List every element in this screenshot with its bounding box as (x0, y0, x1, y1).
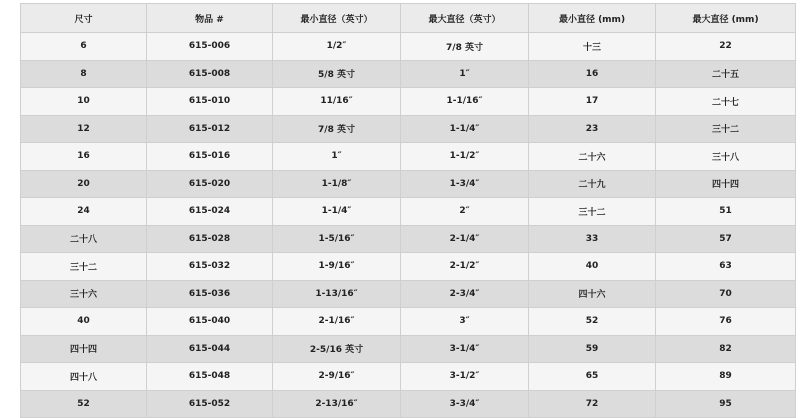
cell-min-diameter-in: 1-9/16″ (273, 253, 401, 281)
cell-max-diameter-in: 2-3/4″ (401, 280, 529, 308)
cell-size: 6 (21, 33, 147, 61)
cell-max-diameter-mm: 95 (656, 390, 796, 418)
table-row (21, 60, 796, 88)
cell-item-number: 615-044 (147, 335, 273, 363)
cell-min-diameter-mm: 17 (529, 88, 656, 116)
cell-min-diameter-in: 2-9/16″ (273, 363, 401, 391)
cell-max-diameter-mm: 63 (656, 253, 796, 281)
cell-item-number: 615-028 (147, 225, 273, 253)
header-min-diameter-in: 最小直径（英寸） (273, 4, 401, 33)
cell-min-diameter-mm: 十三 (529, 33, 656, 61)
cell-size: 四十四 (21, 335, 147, 363)
cell-max-diameter-in: 1″ (401, 60, 529, 88)
cell-max-diameter-mm: 三十二 (656, 115, 796, 143)
cell-max-diameter-mm: 76 (656, 308, 796, 336)
cell-max-diameter-mm: 三十八 (656, 143, 796, 171)
table-row (21, 88, 796, 116)
table-body (21, 33, 796, 418)
header-max-diameter-mm: 最大直径 (mm) (656, 4, 796, 33)
table-row (21, 115, 796, 143)
cell-min-diameter-mm: 二十九 (529, 170, 656, 198)
header-min-diameter-mm: 最小直径 (mm) (529, 4, 656, 33)
header-item-number: 物品 # (147, 4, 273, 33)
cell-min-diameter-mm: 52 (529, 308, 656, 336)
cell-max-diameter-in: 7/8 英寸 (401, 33, 529, 61)
cell-size: 20 (21, 170, 147, 198)
cell-max-diameter-in: 3-1/4″ (401, 335, 529, 363)
cell-max-diameter-mm: 二十七 (656, 88, 796, 116)
cell-min-diameter-in: 1-1/8″ (273, 170, 401, 198)
cell-max-diameter-mm: 70 (656, 280, 796, 308)
table-row (21, 253, 796, 281)
cell-item-number: 615-010 (147, 88, 273, 116)
cell-item-number: 615-016 (147, 143, 273, 171)
cell-min-diameter-mm: 三十二 (529, 198, 656, 226)
cell-max-diameter-in: 3″ (401, 308, 529, 336)
cell-min-diameter-in: 11/16″ (273, 88, 401, 116)
cell-item-number: 615-006 (147, 33, 273, 61)
cell-max-diameter-in: 3-3/4″ (401, 390, 529, 418)
header-size: 尺寸 (21, 4, 147, 33)
cell-size: 三十六 (21, 280, 147, 308)
cell-min-diameter-in: 1″ (273, 143, 401, 171)
cell-max-diameter-mm: 82 (656, 335, 796, 363)
cell-max-diameter-mm: 57 (656, 225, 796, 253)
cell-size: 52 (21, 390, 147, 418)
cell-item-number: 615-040 (147, 308, 273, 336)
table-row (21, 308, 796, 336)
cell-max-diameter-mm: 22 (656, 33, 796, 61)
cell-min-diameter-in: 2-5/16 英寸 (273, 335, 401, 363)
cell-min-diameter-in: 2-1/16″ (273, 308, 401, 336)
table-row (21, 170, 796, 198)
cell-max-diameter-in: 3-1/2″ (401, 363, 529, 391)
cell-min-diameter-in: 1-13/16″ (273, 280, 401, 308)
cell-item-number: 615-036 (147, 280, 273, 308)
cell-min-diameter-mm: 65 (529, 363, 656, 391)
cell-size: 10 (21, 88, 147, 116)
cell-min-diameter-mm: 40 (529, 253, 656, 281)
cell-item-number: 615-048 (147, 363, 273, 391)
cell-min-diameter-mm: 16 (529, 60, 656, 88)
cell-max-diameter-in: 1-3/4″ (401, 170, 529, 198)
cell-max-diameter-in: 2″ (401, 198, 529, 226)
header-max-diameter-in: 最大直径（英寸） (401, 4, 529, 33)
cell-max-diameter-mm: 51 (656, 198, 796, 226)
table-row (21, 335, 796, 363)
cell-max-diameter-in: 1-1/16″ (401, 88, 529, 116)
table-row (21, 198, 796, 226)
table-header-row (21, 4, 796, 33)
cell-size: 40 (21, 308, 147, 336)
table-row (21, 33, 796, 61)
cell-min-diameter-in: 1-5/16″ (273, 225, 401, 253)
cell-item-number: 615-008 (147, 60, 273, 88)
table-row (21, 143, 796, 171)
table-row (21, 363, 796, 391)
cell-min-diameter-mm: 四十六 (529, 280, 656, 308)
cell-max-diameter-in: 1-1/2″ (401, 143, 529, 171)
cell-item-number: 615-012 (147, 115, 273, 143)
cell-min-diameter-mm: 二十六 (529, 143, 656, 171)
cell-max-diameter-mm: 二十五 (656, 60, 796, 88)
cell-min-diameter-mm: 33 (529, 225, 656, 253)
size-spec-table (20, 3, 796, 418)
cell-size: 四十八 (21, 363, 147, 391)
cell-max-diameter-mm: 四十四 (656, 170, 796, 198)
cell-min-diameter-in: 2-13/16″ (273, 390, 401, 418)
cell-max-diameter-mm: 89 (656, 363, 796, 391)
cell-min-diameter-in: 5/8 英寸 (273, 60, 401, 88)
cell-min-diameter-in: 7/8 英寸 (273, 115, 401, 143)
spec-table-container (20, 3, 795, 418)
cell-size: 16 (21, 143, 147, 171)
table-row (21, 280, 796, 308)
cell-min-diameter-mm: 59 (529, 335, 656, 363)
cell-size: 三十二 (21, 253, 147, 281)
cell-min-diameter-in: 1/2″ (273, 33, 401, 61)
table-row (21, 225, 796, 253)
cell-max-diameter-in: 1-1/4″ (401, 115, 529, 143)
cell-item-number: 615-020 (147, 170, 273, 198)
cell-item-number: 615-052 (147, 390, 273, 418)
cell-size: 12 (21, 115, 147, 143)
cell-size: 二十八 (21, 225, 147, 253)
cell-min-diameter-mm: 23 (529, 115, 656, 143)
cell-max-diameter-in: 2-1/4″ (401, 225, 529, 253)
cell-max-diameter-in: 2-1/2″ (401, 253, 529, 281)
cell-min-diameter-in: 1-1/4″ (273, 198, 401, 226)
cell-item-number: 615-024 (147, 198, 273, 226)
table-row (21, 390, 796, 418)
cell-item-number: 615-032 (147, 253, 273, 281)
cell-size: 8 (21, 60, 147, 88)
cell-min-diameter-mm: 72 (529, 390, 656, 418)
cell-size: 24 (21, 198, 147, 226)
